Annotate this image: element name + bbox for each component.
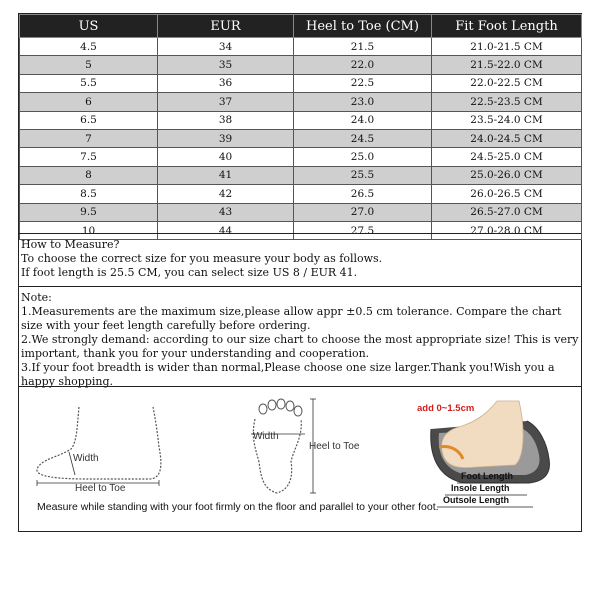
cell-heel-to-toe: 23.0	[294, 93, 432, 111]
cell-fit-foot-length: 24.5-25.0 CM	[432, 148, 582, 166]
cell-us: 5.5	[20, 74, 158, 92]
cell-eur: 44	[158, 221, 294, 239]
cell-eur: 43	[158, 203, 294, 221]
side-foot-illustration	[37, 407, 161, 494]
table-row	[20, 148, 582, 166]
cell-us: 8	[20, 166, 158, 184]
cell-us: 7	[20, 129, 158, 147]
top-foot-illustration	[251, 399, 360, 493]
cell-us: 7.5	[20, 148, 158, 166]
cell-heel-to-toe: 26.5	[294, 185, 432, 203]
cell-eur: 37	[158, 93, 294, 111]
table-row	[20, 93, 582, 111]
table-row	[20, 129, 582, 147]
table-row	[20, 38, 582, 56]
how-to-title: How to Measure?	[21, 238, 120, 251]
cell-heel-to-toe: 27.5	[294, 221, 432, 239]
cell-eur: 38	[158, 111, 294, 129]
cell-fit-foot-length: 21.5-22.0 CM	[432, 56, 582, 74]
cell-eur: 34	[158, 38, 294, 56]
cell-eur: 39	[158, 129, 294, 147]
cell-eur: 36	[158, 74, 294, 92]
size-table	[19, 14, 582, 240]
cell-fit-foot-length: 26.5-27.0 CM	[432, 203, 582, 221]
figure-caption: Measure while standing with your foot firmly on the floor and parallel to your other foot.	[37, 501, 439, 513]
cell-heel-to-toe: 24.5	[294, 129, 432, 147]
cell-fit-foot-length: 22.5-23.5 CM	[432, 93, 582, 111]
cell-us: 6	[20, 93, 158, 111]
cell-heel-to-toe: 22.0	[294, 56, 432, 74]
cell-heel-to-toe: 25.0	[294, 148, 432, 166]
note-item-3: 3.If your foot breadth is wider than normal,Please choose one size larger.Thank you!Wish you a happy shopping.	[21, 361, 555, 388]
note-item-2: 2.We strongly demand: according to our size chart to choose the most appropriate size! This is very important, thank you for your understanding and cooperation.	[21, 333, 579, 360]
cell-us: 10	[20, 221, 158, 239]
cell-heel-to-toe: 27.0	[294, 203, 432, 221]
cell-fit-foot-length: 26.0-26.5 CM	[432, 185, 582, 203]
cell-heel-to-toe: 24.0	[294, 111, 432, 129]
cell-fit-foot-length: 24.0-24.5 CM	[432, 129, 582, 147]
size-chart-sheet	[18, 13, 582, 532]
cell-fit-foot-length: 23.5-24.0 CM	[432, 111, 582, 129]
cell-fit-foot-length: 27.0-28.0 CM	[432, 221, 582, 239]
table-row	[20, 203, 582, 221]
header-fit-foot-length: Fit Foot Length	[432, 15, 582, 38]
measurement-figure	[19, 386, 581, 533]
table-row	[20, 74, 582, 92]
cell-heel-to-toe: 22.5	[294, 74, 432, 92]
cell-us: 4.5	[20, 38, 158, 56]
how-to-measure-section	[19, 233, 581, 285]
cell-us: 5	[20, 56, 158, 74]
cell-eur: 42	[158, 185, 294, 203]
cell-eur: 41	[158, 166, 294, 184]
shoe-section-illustration	[417, 401, 549, 507]
header-eur: EUR	[158, 15, 294, 38]
table-row	[20, 111, 582, 129]
foot-length-label: Foot Length	[461, 471, 513, 481]
add-size-label: add 0~1.5cm	[417, 403, 475, 414]
outsole-length-label: Outsole Length	[443, 495, 509, 505]
cell-fit-foot-length: 22.0-22.5 CM	[432, 74, 582, 92]
side-width-label: Width	[73, 453, 99, 464]
table-row	[20, 185, 582, 203]
cell-heel-to-toe: 25.5	[294, 166, 432, 184]
note-section	[19, 286, 581, 396]
table-row	[20, 56, 582, 74]
cell-eur: 40	[158, 148, 294, 166]
table-row	[20, 166, 582, 184]
top-heel-label: Heel to Toe	[309, 441, 360, 452]
header-heel-to-toe: Heel to Toe (CM)	[294, 15, 432, 38]
cell-fit-foot-length: 21.0-21.5 CM	[432, 38, 582, 56]
cell-us: 9.5	[20, 203, 158, 221]
table-header-row	[20, 15, 582, 38]
note-item-1: 1.Measurements are the maximum size,please allow appr ±0.5 cm tolerance. Compare the chart size with your feet length carefully before ordering.	[21, 305, 562, 332]
how-to-line-2: If foot length is 25.5 CM, you can select size US 8 / EUR 41.	[21, 266, 358, 279]
side-heel-label: Heel to Toe	[75, 483, 126, 494]
header-us: US	[20, 15, 158, 38]
how-to-line-1: To choose the correct size for you measure your body as follows.	[21, 252, 383, 265]
top-width-label: Width	[253, 431, 279, 442]
insole-length-label: Insole Length	[451, 483, 510, 493]
cell-heel-to-toe: 21.5	[294, 38, 432, 56]
cell-us: 8.5	[20, 185, 158, 203]
cell-us: 6.5	[20, 111, 158, 129]
cell-eur: 35	[158, 56, 294, 74]
cell-fit-foot-length: 25.0-26.0 CM	[432, 166, 582, 184]
note-title: Note:	[21, 291, 52, 304]
